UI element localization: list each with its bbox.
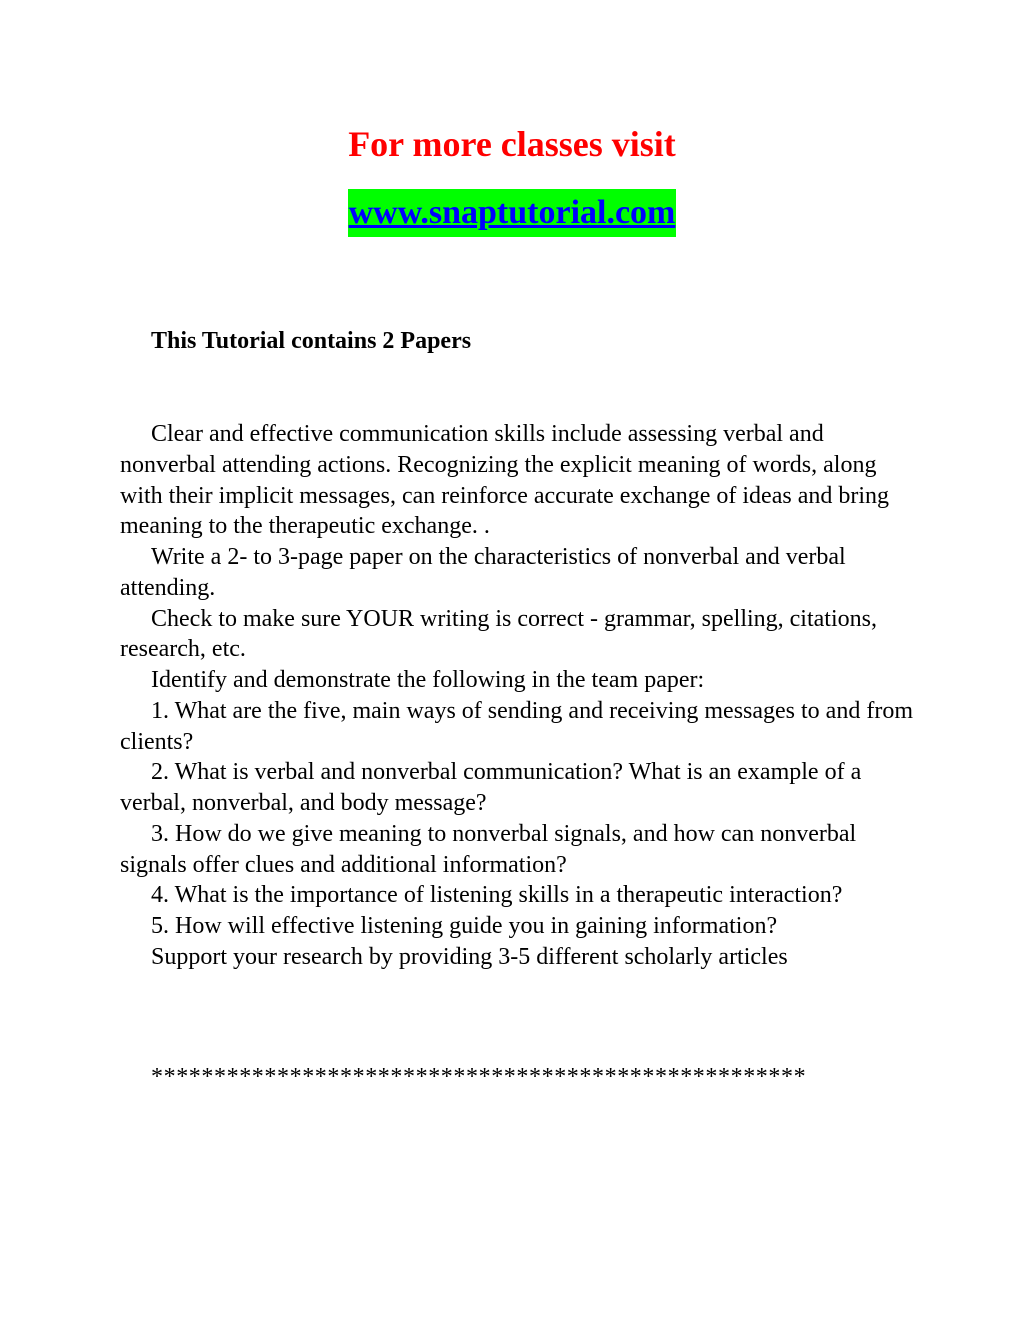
question-2: 2. What is verbal and nonverbal communication? What is an example of a verbal, nonverbal, and body message? — [120, 759, 862, 816]
assignment-body — [120, 419, 920, 973]
promo-headline: For more classes visit — [348, 124, 676, 164]
asterisk-separator: **************************************************** — [151, 1064, 807, 1090]
tutorial-subheading: This Tutorial contains 2 Papers — [151, 328, 472, 354]
site-link[interactable]: www.snaptutorial.com — [348, 189, 677, 237]
paragraph-identify: Identify and demonstrate the following in the team paper: — [151, 667, 705, 693]
question-4: 4. What is the importance of listening skills in a therapeutic interaction? — [151, 882, 843, 909]
paragraph-support: Support your research by providing 3-5 different scholarly articles — [151, 943, 788, 970]
site-link-container — [0, 189, 1024, 237]
paragraph-task: Write a 2- to 3-page paper on the characteristics of nonverbal and verbal attending. — [120, 544, 846, 601]
question-1: 1. What are the five, main ways of sending and receiving messages to and from clients? — [120, 697, 913, 755]
paragraph-check: Check to make sure YOUR writing is correct - grammar, spelling, citations, research, etc. — [120, 605, 877, 663]
question-3: 3. How do we give meaning to nonverbal signals, and how can nonverbal signals offer clues and additional information? — [120, 820, 857, 878]
question-5: 5. How will effective listening guide you in gaining information? — [151, 913, 778, 939]
paragraph-intro: Clear and effective communication skills include assessing verbal and nonverbal attending actions. Recognizing the explicit meaning of words, along with their implicit messages, can reinforce accurate exchange of ideas and bring meaning to the therapeutic exchange. . — [120, 421, 890, 540]
